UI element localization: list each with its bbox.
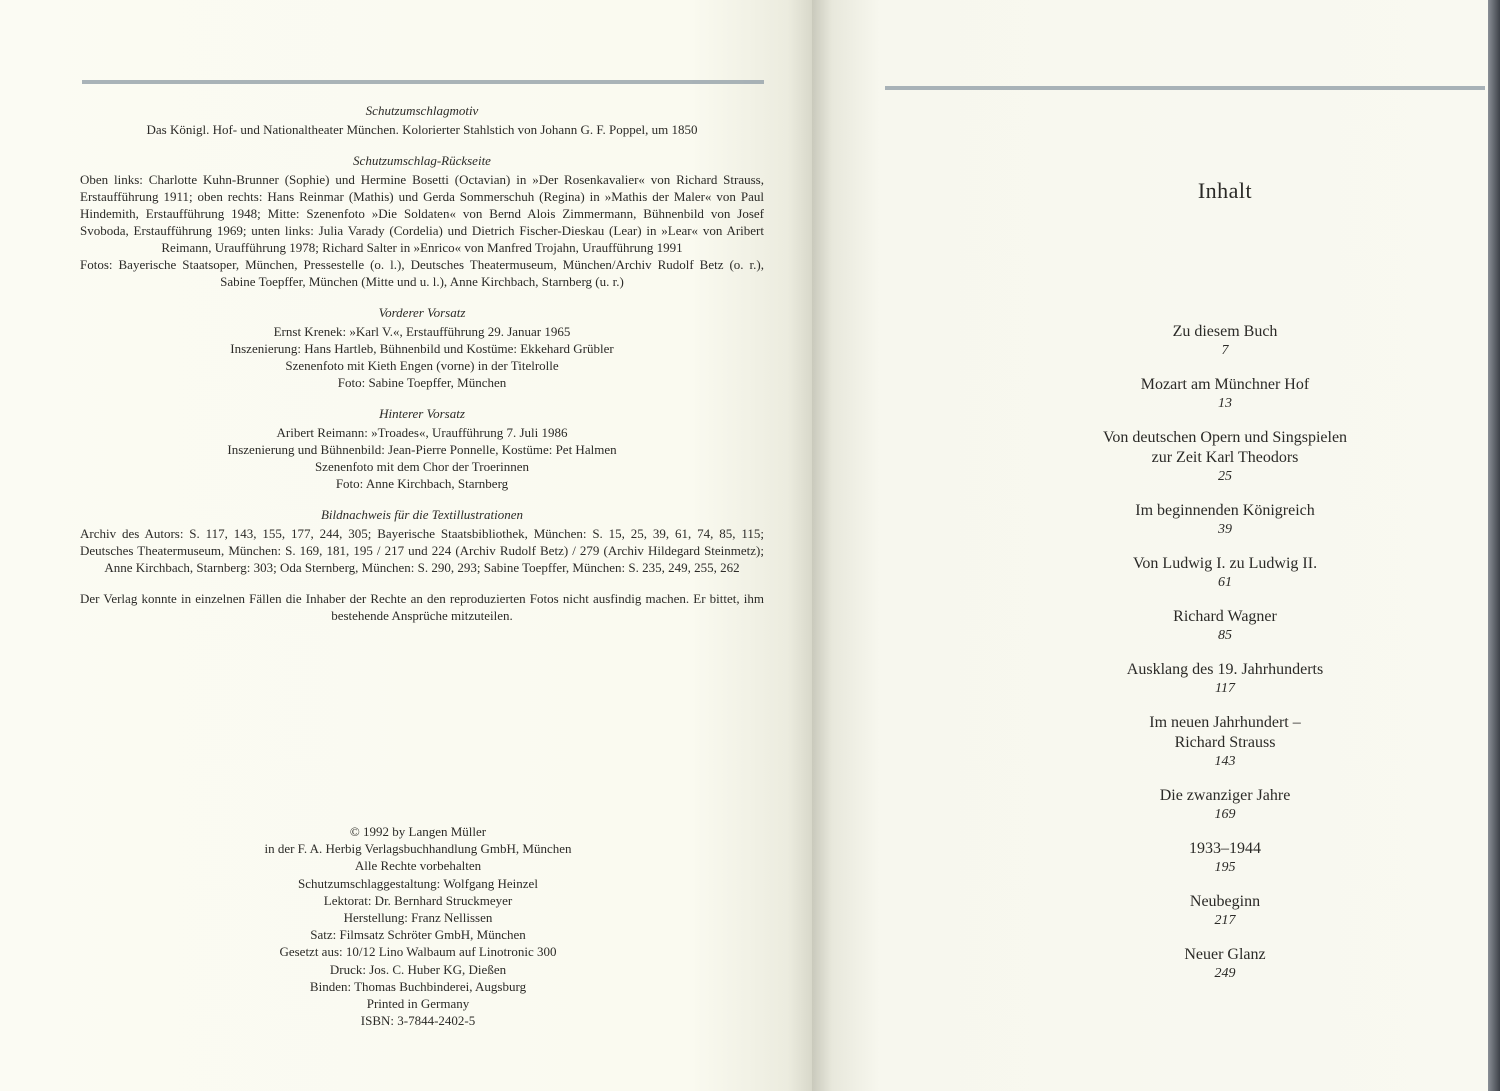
toc-entry <box>1060 375 1390 413</box>
credit-block-back-endpaper <box>80 405 764 492</box>
imprint-line: Printed in Germany <box>366 996 470 1012</box>
block-heading: Schutzumschlagmotiv <box>365 103 479 118</box>
block-heading: Vorderer Vorsatz <box>378 305 466 320</box>
block-line: Foto: Sabine Toepffer, München <box>337 375 507 390</box>
toc-entry-title: Neuer Glanz <box>1184 946 1266 963</box>
imprint-line: Binden: Thomas Buchbinderei, Augsburg <box>309 978 527 994</box>
credit-block-front-endpaper <box>80 304 764 391</box>
block-heading: Schutzumschlag-Rückseite <box>353 153 491 168</box>
toc-page-number: 143 <box>1214 754 1236 769</box>
credits-section <box>80 102 764 638</box>
toc-entry-title: Richard Strauss <box>1174 734 1276 751</box>
toc-page-number: 13 <box>1218 396 1232 411</box>
toc-page-number: 7 <box>1221 343 1229 358</box>
toc-entry <box>1060 554 1390 592</box>
block-line: Archiv des Autors: S. 117, 143, 155, 177, 244, 305; Bayerische Staatsbibliothek, München: S. 15, 25, 39, 61, 74, 85, 115; Deutsches Theatermuseum, München: S. 169, 181, 195 / 217 und 224 (Archiv Rudolf Betz) / 279 (Archiv Hildegard Steinmetz); Anne Kirchbach, Starnberg: 303; Oda Sternberg, München: S. 290, 293; Sabine Toepffer, München: S. 235, 249, 255, 262 <box>80 526 764 575</box>
block-line: Aribert Reimann: »Troades«, Uraufführung 7. Juli 1986 <box>276 425 568 440</box>
toc-entry-title: Von Ludwig I. zu Ludwig II. <box>1132 555 1318 572</box>
imprint-line: Druck: Jos. C. Huber KG, Dießen <box>329 961 507 977</box>
top-rule <box>885 86 1485 90</box>
imprint-line: Schutzumschlaggestaltung: Wolfgang Heinzel <box>298 875 538 891</box>
block-line: Ernst Krenek: »Karl V.«, Erstaufführung 29. Januar 1965 <box>273 324 571 339</box>
toc-entry-title: Die zwanziger Jahre <box>1159 787 1291 804</box>
toc-entry-title: Im neuen Jahrhundert – <box>1149 714 1301 731</box>
toc-entry <box>1060 945 1390 983</box>
imprint-line: Gesetzt aus: 10/12 Lino Walbaum auf Linotronic 300 <box>279 944 557 960</box>
block-line: Oben links: Charlotte Kuhn-Brunner (Sophie) und Hermine Bosetti (Octavian) in »Der Rosenkavalier« von Richard Strauss, Erstaufführung 1911; oben rechts: Hans Reinmar (Mathis) und Gerda Sommerschuh (Regina) in »Mathis der Maler« von Paul Hindemith, Erstaufführung 1948; Mitte: Szenenfoto »Die Soldaten« von Bernd Alois Zimmermann, Bühnenbild von Josef Svoboda, Erstaufführung 1969; unten links: Julia Varady (Cordelia) und Dietrich Fischer-Dieskau (Lear) in »Lear« von Aribert Reimann, Uraufführung 1978; Richard Salter in »Enrico« von Manfred Trojahn, Uraufführung 1991 <box>80 172 764 255</box>
toc-page-number: 195 <box>1214 860 1236 875</box>
block-line: Das Königl. Hof- und Nationaltheater München. Kolorierter Stahlstich von Johann G. F. Poppel, um 1850 <box>146 122 698 137</box>
toc-page-number: 39 <box>1218 522 1232 537</box>
toc-page-number: 61 <box>1218 575 1232 590</box>
toc-entry <box>1060 892 1390 930</box>
top-rule <box>82 80 764 84</box>
toc-entry-title: Neubeginn <box>1189 893 1261 910</box>
credit-block-cover-back <box>80 152 764 290</box>
block-line: Foto: Anne Kirchbach, Starnberg <box>335 476 509 491</box>
toc-entry-title: Mozart am Münchner Hof <box>1140 376 1310 393</box>
block-line: Fotos: Bayerische Staatsoper, München, Pressestelle (o. l.), Deutsches Theatermuseum, München/Archiv Rudolf Betz (o. r.), Sabine Toepffer, München (Mitte und u. l.), Anne Kirchbach, Starnberg (u. r.) <box>80 257 764 289</box>
toc-entry <box>1060 428 1390 486</box>
block-line: Inszenierung und Bühnenbild: Jean-Pierre Ponnelle, Kostüme: Pet Halmen <box>227 442 617 457</box>
toc-entry <box>1060 322 1390 360</box>
toc-entry <box>1060 786 1390 824</box>
toc-page-number: 249 <box>1214 966 1236 981</box>
toc-entry-title: Ausklang des 19. Jahrhunderts <box>1126 661 1324 678</box>
toc-entry-title: Richard Wagner <box>1173 608 1277 625</box>
credit-block-cover-motif <box>80 102 764 138</box>
imprint-line: Lektorat: Dr. Bernhard Struckmeyer <box>323 892 513 908</box>
toc-entry <box>1060 501 1390 539</box>
toc-page-number: 169 <box>1214 807 1236 822</box>
block-line: Inszenierung: Hans Hartleb, Bühnenbild und Kostüme: Ekkehard Grübler <box>230 341 614 356</box>
toc-page-number: 217 <box>1214 913 1236 928</box>
imprint-line: Herstellung: Franz Nellissen <box>343 910 493 926</box>
block-line: Der Verlag konnte in einzelnen Fällen die Inhaber der Rechte an den reproduzierten Fotos nicht ausfindig machen. Er bittet, ihm bestehende Ansprüche mitzuteilen. <box>80 591 764 623</box>
table-of-contents <box>1060 322 1390 998</box>
imprint-section <box>232 823 604 1029</box>
toc-page-number: 85 <box>1218 628 1232 643</box>
block-heading: Hinterer Vorsatz <box>379 406 465 421</box>
imprint-line: Satz: Filmsatz Schröter GmbH, München <box>310 927 526 943</box>
toc-page-number: 25 <box>1218 469 1232 484</box>
credit-block-illustrations <box>80 506 764 576</box>
block-line: Szenenfoto mit dem Chor der Troerinnen <box>314 459 530 474</box>
toc-entry <box>1060 713 1390 771</box>
imprint-line: ISBN: 3-7844-2402-5 <box>360 1013 476 1029</box>
block-heading: Bildnachweis für die Textillustrationen <box>320 507 524 522</box>
book-edge <box>1488 0 1500 1091</box>
toc-entry-title: zur Zeit Karl Theodors <box>1151 449 1299 466</box>
block-line: Szenenfoto mit Kieth Engen (vorne) in der Titelrolle <box>285 358 559 373</box>
imprint-line: © 1992 by Langen Müller <box>349 824 487 839</box>
toc-entry <box>1060 839 1390 877</box>
toc-entry-title: Von deutschen Opern und Singspielen <box>1102 429 1348 446</box>
toc-entry-title: Im beginnenden Königreich <box>1135 502 1315 519</box>
toc-entry <box>1060 607 1390 645</box>
toc-entry-title: 1933–1944 <box>1189 840 1261 857</box>
credit-block-publisher-note <box>80 590 764 624</box>
toc-page-number: 117 <box>1215 681 1235 696</box>
imprint-line: Alle Rechte vorbehalten <box>354 858 482 874</box>
toc-entry <box>1060 660 1390 698</box>
toc-title: Inhalt <box>1197 178 1253 203</box>
toc-entry-title: Zu diesem Buch <box>1172 323 1278 340</box>
imprint-line: in der F. A. Herbig Verlagsbuchhandlung GmbH, München <box>264 841 572 857</box>
